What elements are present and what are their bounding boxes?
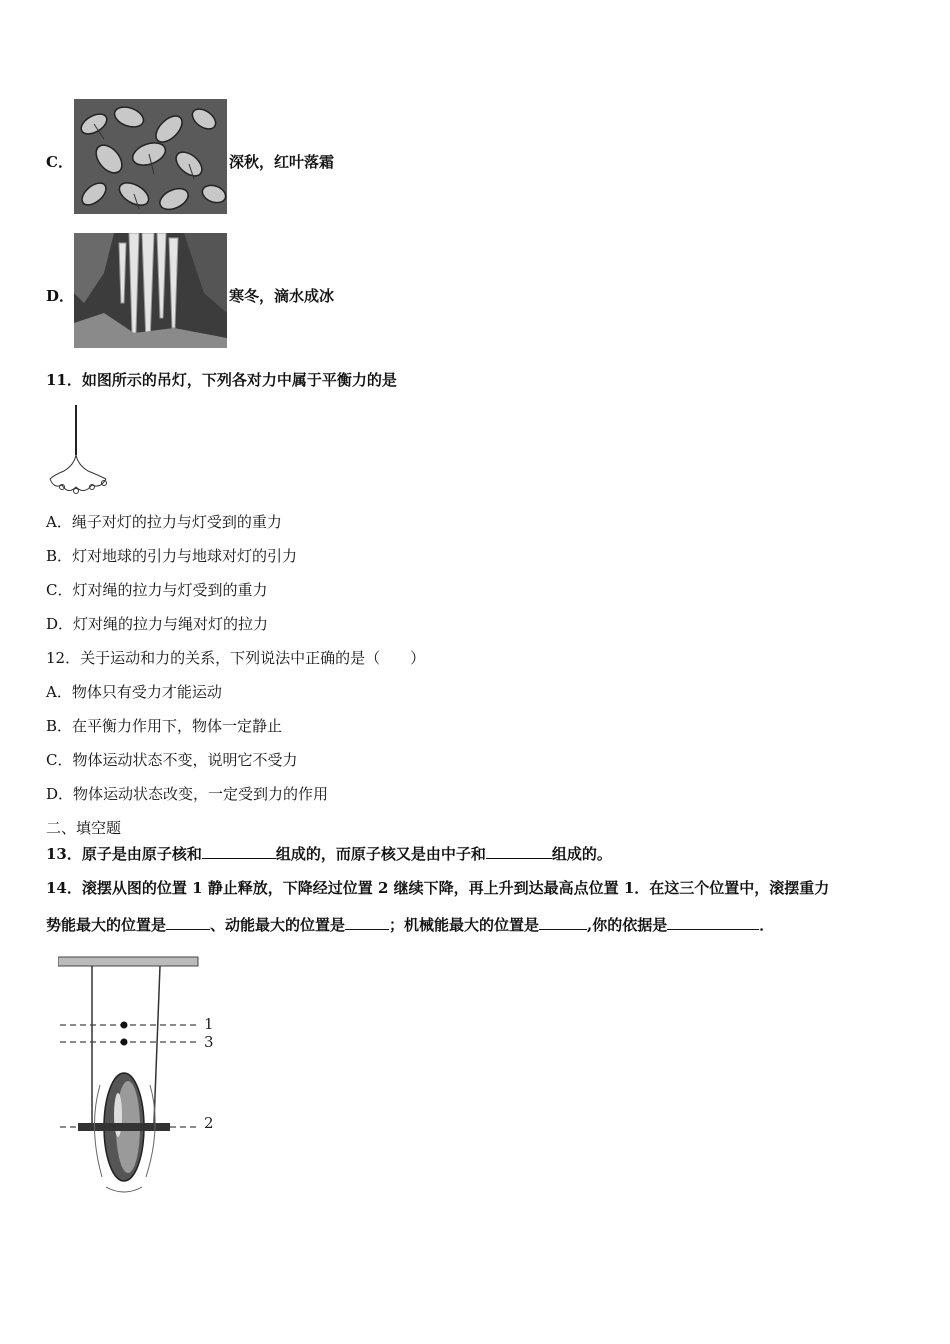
position-label-1: 1 <box>204 1015 214 1033</box>
q12-stem: 12．关于运动和力的关系，下列说法中正确的是（ ） <box>46 649 426 667</box>
icicles-image <box>74 233 227 348</box>
q12-option-c: C．物体运动状态不变，说明它不受力 <box>46 751 298 769</box>
q11-option-d: D．灯对绳的拉力与绳对灯的拉力 <box>46 615 269 633</box>
q14-blank-4[interactable] <box>667 915 759 930</box>
q14-part-b: 、动能最大的位置是 <box>210 916 346 934</box>
q11-option-b: B．灯对地球的引力与地球对灯的引力 <box>46 547 298 565</box>
q10-option-c-label: C． <box>46 153 73 171</box>
q11-stem: 11．如图所示的吊灯，下列各对力中属于平衡力的是 <box>46 371 397 389</box>
q10-option-d-caption: 寒冬，滴水成冰 <box>229 287 335 305</box>
q13-part2: 组成的，而原子核又是由中子和 <box>275 845 486 863</box>
q14-end: ． <box>759 916 775 934</box>
maxwell-pendulum-figure <box>58 955 228 1207</box>
position-label-2: 2 <box>204 1114 214 1132</box>
section-heading: 二、填空题 <box>46 819 122 837</box>
q13-part1: 13．原子是由原子核和 <box>46 845 202 863</box>
q14-blank-1[interactable] <box>166 915 210 930</box>
q12-option-d: D．物体运动状态改变，一定受到力的作用 <box>46 785 329 803</box>
position-label-3: 3 <box>204 1033 214 1051</box>
frost-leaves-image <box>74 99 227 214</box>
q14-part-c: ；机械能最大的位置是 <box>389 916 540 934</box>
q12-option-a: A．物体只有受力才能运动 <box>46 683 222 701</box>
q11-option-a: A．绳子对灯的拉力与灯受到的重力 <box>46 513 282 531</box>
q13-blank-2[interactable] <box>486 844 552 859</box>
q12-option-b: B．在平衡力作用下，物体一定静止 <box>46 717 283 735</box>
q14-part-d: ,你的依据是 <box>587 916 668 934</box>
q14-part-a: 势能最大的位置是 <box>46 916 167 934</box>
q14-line1: 14．滚摆从图的位置 1 静止释放，下降经过位置 2 继续下降，再上升到达最高点位置 1．在这三个位置中，滚摆重力 <box>46 879 830 897</box>
q11-option-c: C．灯对绳的拉力与灯受到的重力 <box>46 581 268 599</box>
chandelier-figure <box>46 405 116 497</box>
q14-line2 <box>46 915 774 935</box>
q14-blank-3[interactable] <box>539 915 587 930</box>
q13-part3: 组成的。 <box>551 845 612 863</box>
q10-option-d-label: D． <box>46 287 75 305</box>
q10-option-c-caption: 深秋，红叶落霜 <box>229 153 335 171</box>
q13-text <box>46 844 612 864</box>
q14-blank-2[interactable] <box>345 915 389 930</box>
q13-blank-1[interactable] <box>202 844 276 859</box>
